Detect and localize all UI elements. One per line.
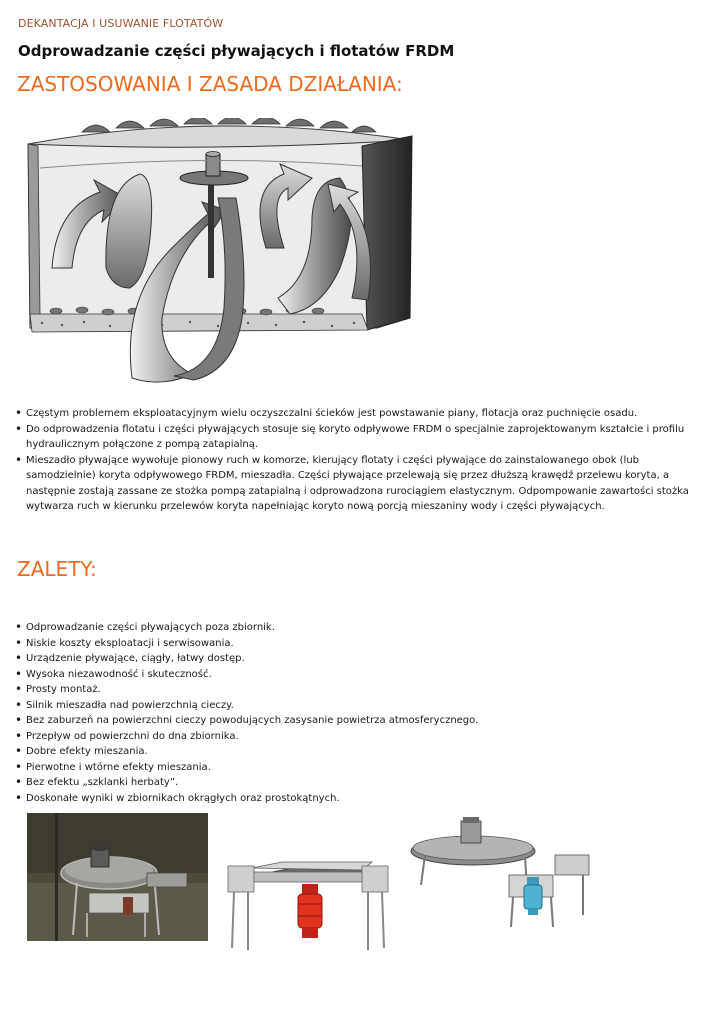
trough-with-pump-photo xyxy=(222,846,394,964)
list-item: • Silnik mieszadła nad powierzchnią cieczy. xyxy=(14,698,574,714)
list-item: • Pierwotne i wtórne efekty mieszania. xyxy=(14,760,574,776)
list-item: • Bez efektu „szklanki herbaty”. xyxy=(14,775,574,791)
tank-flow-diagram xyxy=(22,118,417,386)
list-item: • Mieszadło pływające wywołuje pionowy ruch w komorze, kierujący flotaty i części pływające do zainstalowanego obok (lub samodzielnie) koryta odpływowego FRDM, mieszadła. Części pływające przelewają się przez dłuższą krawędź przelewu koryta, a następnie zostają zassane ze stożka pompą zatapialną i odprowadzona rurociągiem elastycznym. Odpompowanie zawartości stożka wytwarza ruch w kierunku przelewów koryta napełniając koryto nową porcją mieszaniny wody i części pływających. xyxy=(14,453,709,515)
list-item: • Urządzenie pływające, ciągły, łatwy dostęp. xyxy=(14,651,574,667)
list-item: • Prosty montaż. xyxy=(14,682,574,698)
installation-photo xyxy=(27,813,208,941)
page-title: Odprowadzanie części pływających i flotatów FRDM xyxy=(18,42,455,60)
list-item: • Bez zaburzeń na powierzchni cieczy powodujących zasysanie powietrza atmosferycznego. xyxy=(14,713,574,729)
section-heading-advantages: ZALETY: xyxy=(17,557,97,581)
list-item: • Niskie koszty eksploatacji i serwisowania. xyxy=(14,636,574,652)
list-item: • Odprowadzanie części pływających poza zbiornik. xyxy=(14,620,574,636)
list-item: • Przepływ od powierzchni do dna zbiornika. xyxy=(14,729,574,745)
breadcrumb: DEKANTACJA I USUWANIE FLOTATÓW xyxy=(18,17,224,30)
list-item: • Dobre efekty mieszania. xyxy=(14,744,574,760)
section-heading-applications: ZASTOSOWANIA I ZASADA DZIAŁANIA: xyxy=(17,72,403,96)
list-item: • Wysoka niezawodność i skuteczność. xyxy=(14,667,574,683)
list-item: • Do odprowadzenia flotatu i części pływających stosuje się koryto odpływowe FRDM o specjalnie zaprojektowanym kształcie i profilu hydraulicznym połączone z pompą zatapialną. xyxy=(14,422,709,453)
list-item: • Doskonałe wyniki w zbiornikach okrągłych oraz prostokątnych. xyxy=(14,791,574,807)
applications-list xyxy=(14,406,709,515)
list-item: • Częstym problemem eksploatacyjnym wielu oczyszczalni ścieków jest powstawanie piany, flotacja oraz puchnięcie osadu. xyxy=(14,406,709,422)
advantages-list xyxy=(14,620,574,806)
platform-with-trough-photo xyxy=(405,815,595,935)
